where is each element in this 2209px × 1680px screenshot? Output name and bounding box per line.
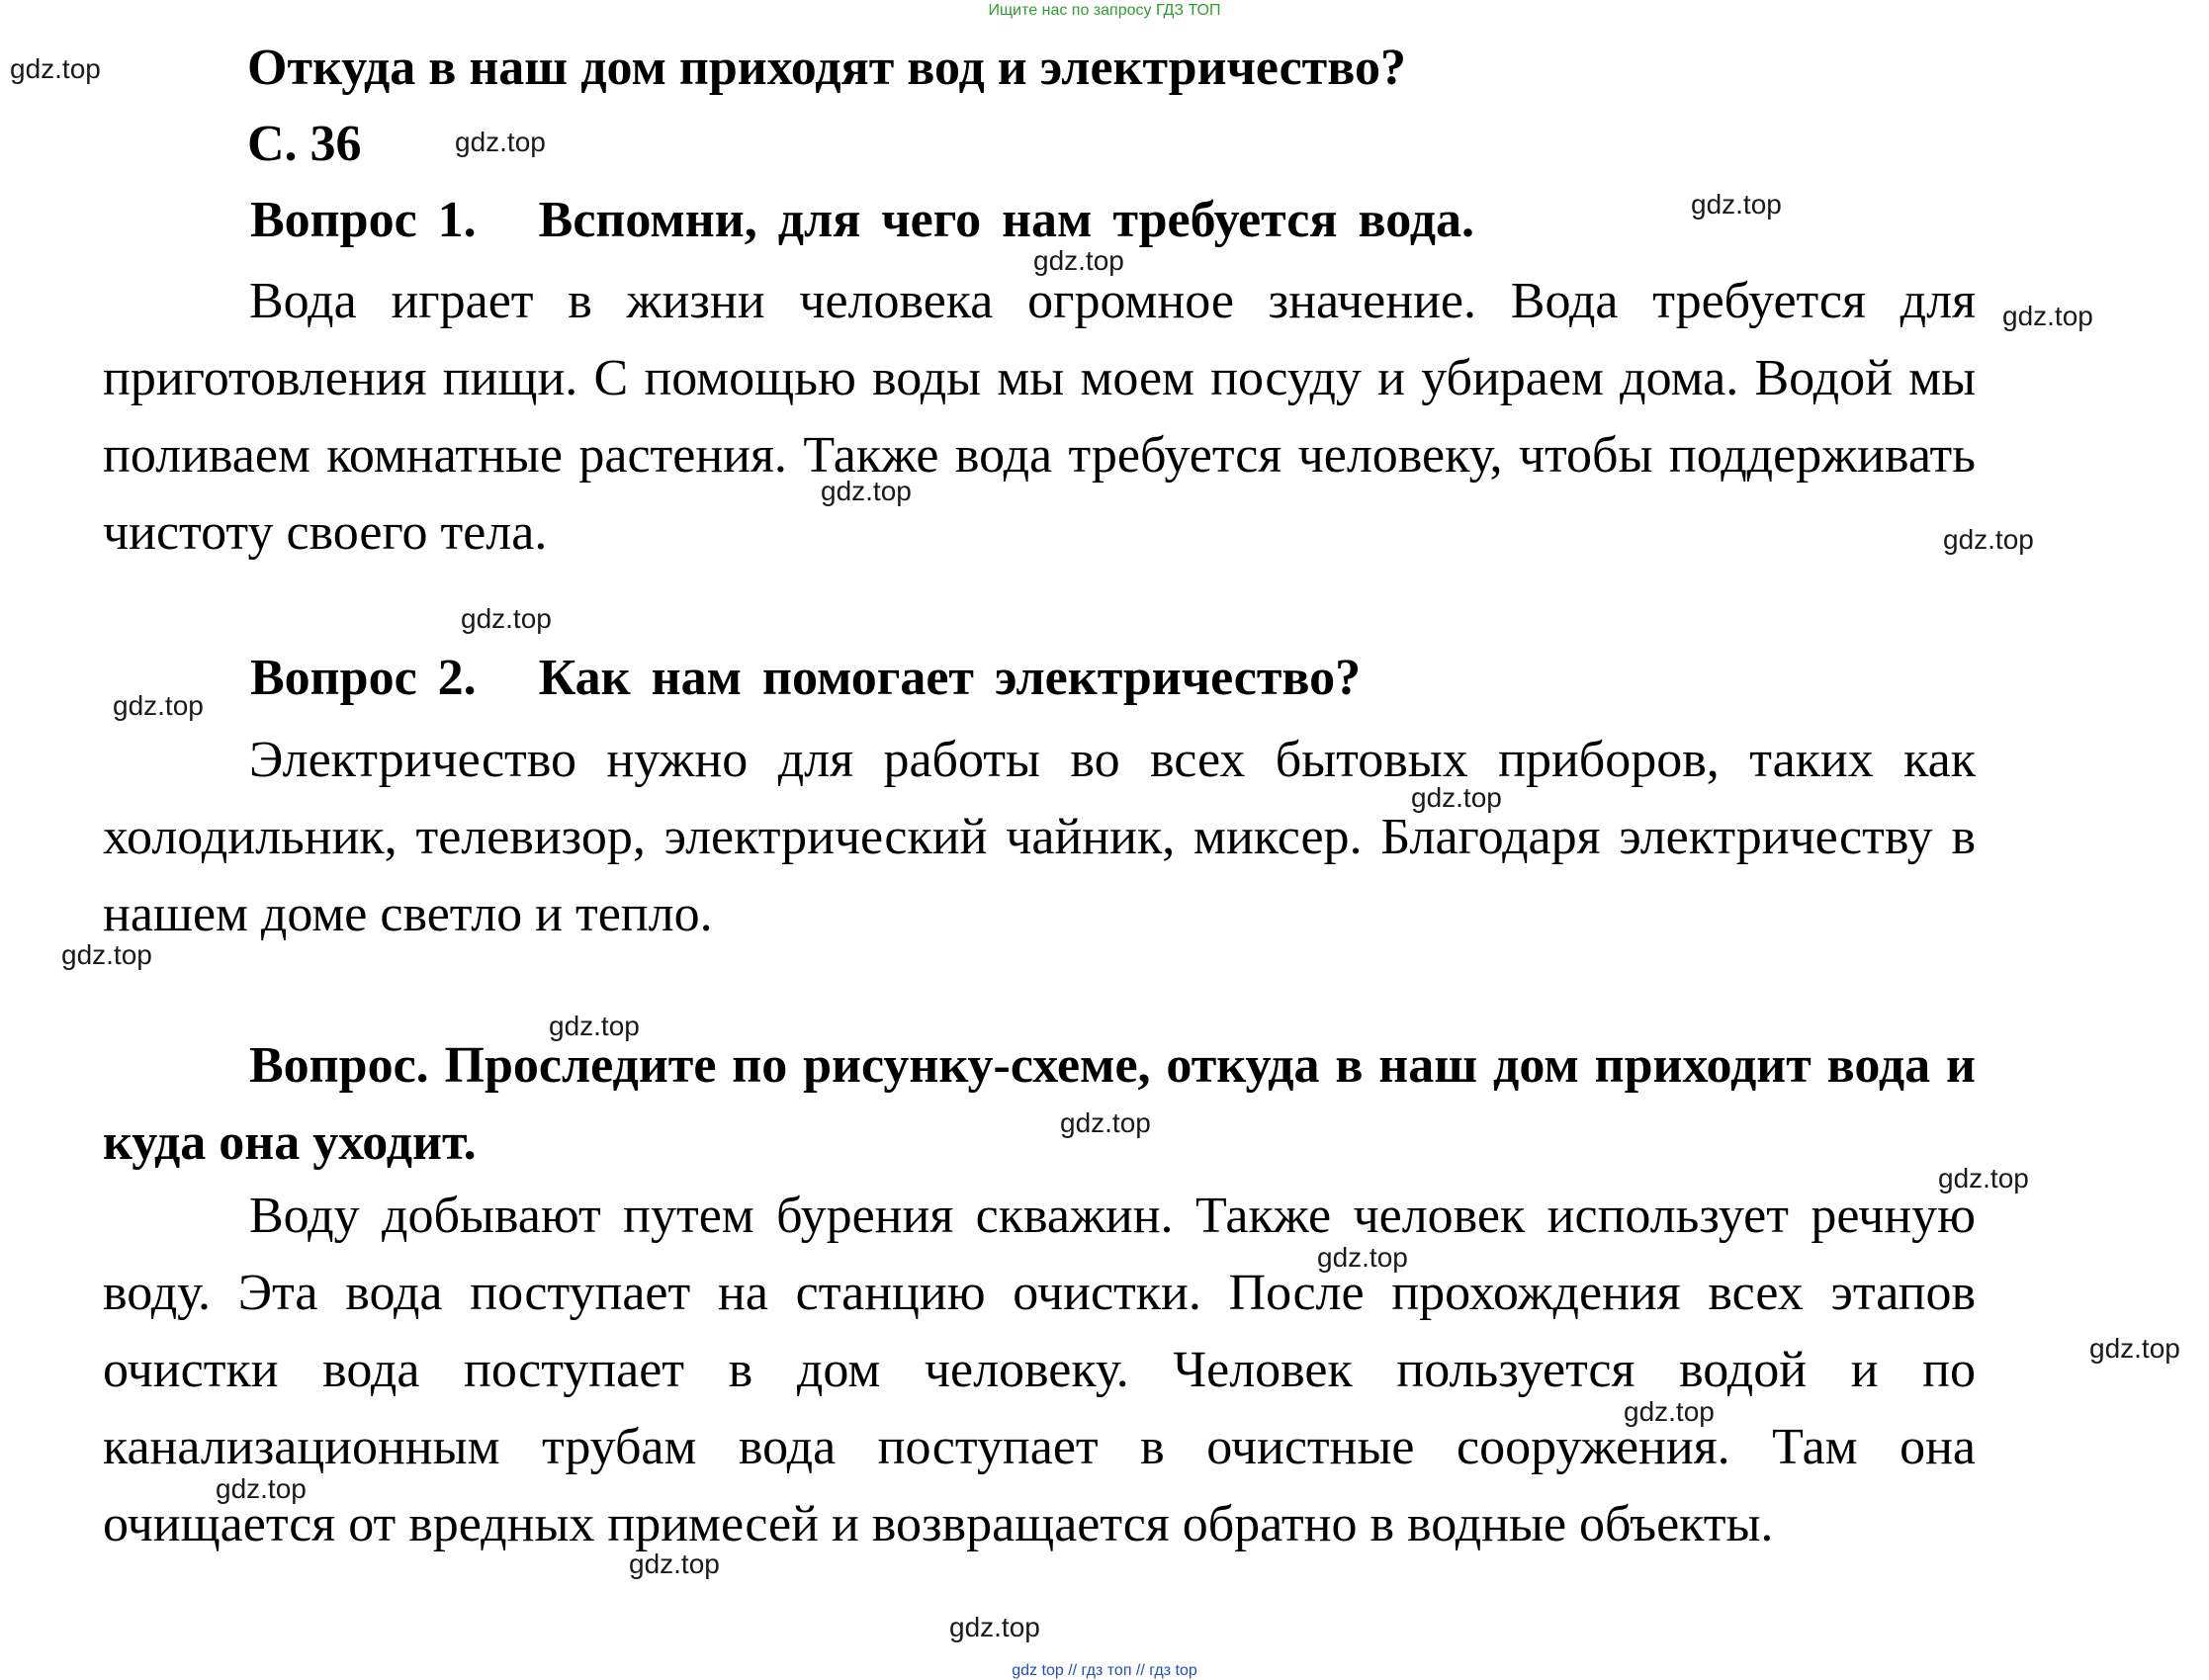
question-2 bbox=[250, 650, 1362, 706]
watermark: gdz.top bbox=[1033, 245, 1124, 276]
watermark: gdz.top bbox=[1691, 189, 1782, 220]
top-banner: Ищите нас по запросу ГДЗ ТОП bbox=[988, 2, 1221, 19]
watermark: gdz.top bbox=[113, 690, 204, 721]
watermark: gdz.top bbox=[1060, 1107, 1151, 1138]
watermark: gdz.top bbox=[821, 476, 912, 506]
question-1-label: Вопрос 1. bbox=[250, 192, 477, 248]
watermark: gdz.top bbox=[216, 1473, 307, 1504]
question-2-label: Вопрос 2. bbox=[250, 650, 477, 706]
bottom-banner: gdz top // гдз топ // гдз top bbox=[1012, 1662, 1197, 1679]
answer-3: Воду добывают путем бурения скважин. Также человек использует речную воду. Эта вода поступает на станцию очистки. После прохождения всех этапов очистки вода поступает в дом человеку. Человек пользуется водой и по канализационным трубам вода поступает в очистные сооружения. Там она очищается от вредных примесей и возвращается обратно в водные объекты. bbox=[103, 1188, 1976, 1552]
question-2-text: Как нам помогает электричество? bbox=[538, 650, 1362, 706]
watermark: gdz.top bbox=[10, 53, 101, 84]
answer-1: Вода играет в жизни человека огромное значение. Вода требуется для приготовления пищи. С помощью воды мы моем посуду и убираем дома. Водой мы поливаем комнатные растения. Также вода требуется человеку, чтобы поддерживать чистоту своего тела. bbox=[103, 273, 1976, 561]
watermark: gdz.top bbox=[2002, 301, 2093, 331]
watermark: gdz.top bbox=[461, 603, 552, 634]
watermark: gdz.top bbox=[1411, 782, 1502, 813]
watermark: gdz.top bbox=[1624, 1396, 1715, 1427]
answer-2: Электричество нужно для работы во всех бытовых приборов, таких как холодильник, телевизор, электрический чайник, миксер. Благодаря электричеству в нашем доме светло и тепло. bbox=[103, 732, 1976, 942]
watermark: gdz.top bbox=[949, 1612, 1040, 1642]
watermark: gdz.top bbox=[455, 127, 546, 157]
watermark: gdz.top bbox=[629, 1548, 720, 1579]
question-1 bbox=[250, 192, 1475, 248]
watermark: gdz.top bbox=[1943, 524, 2034, 555]
watermark: gdz.top bbox=[2089, 1333, 2180, 1364]
watermark: gdz.top bbox=[1317, 1242, 1408, 1273]
watermark: gdz.top bbox=[549, 1011, 640, 1041]
page-title: Откуда в наш дом приходят вод и электричество? bbox=[247, 40, 1406, 96]
question-3: Вопрос. Проследите по рисунку-схеме, откуда в наш дом приходит вода и куда она уходит. bbox=[103, 1037, 1976, 1171]
question-1-text: Вспомни, для чего нам требуется вода. bbox=[538, 192, 1475, 248]
page-number: С. 36 bbox=[247, 116, 362, 172]
watermark: gdz.top bbox=[61, 939, 152, 970]
watermark: gdz.top bbox=[1938, 1163, 2029, 1194]
